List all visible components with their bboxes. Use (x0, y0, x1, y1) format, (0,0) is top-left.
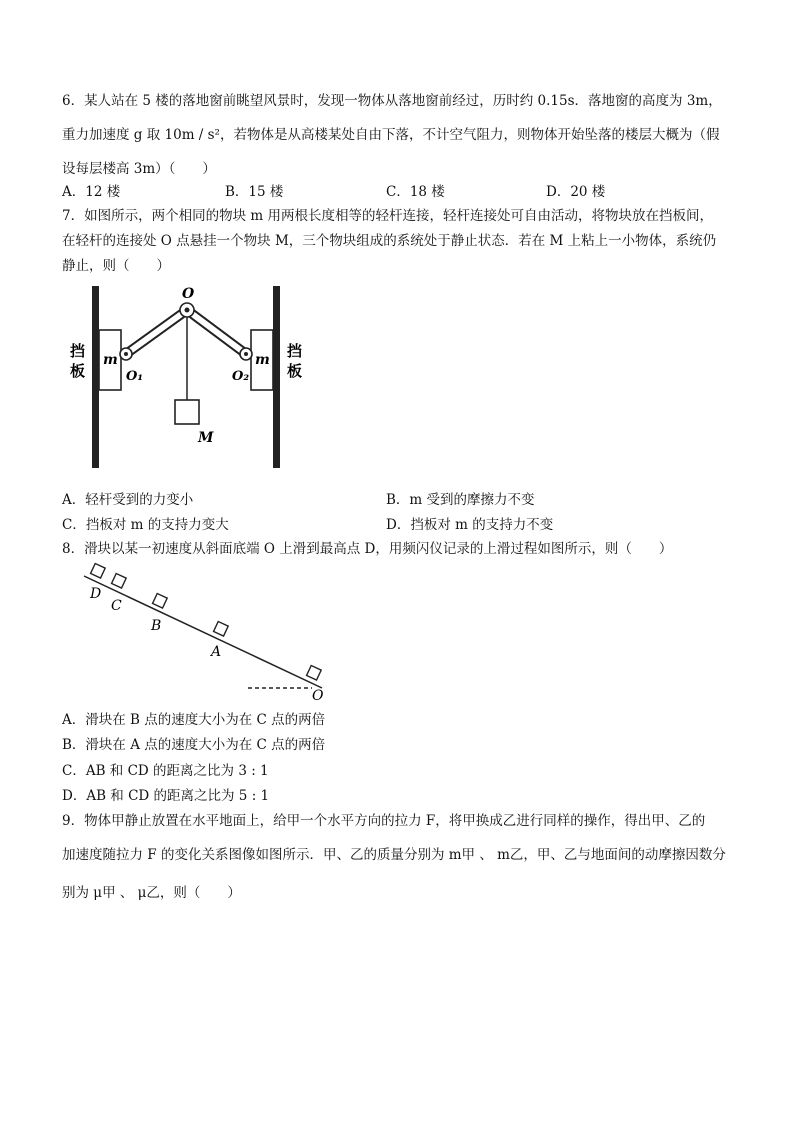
label-d: D (90, 586, 102, 602)
label-o1: O₁ (126, 369, 144, 384)
q7-option-c: C．挡板对 m 的支持力变大 (62, 517, 229, 533)
block-c (112, 573, 127, 588)
label-b: B (151, 618, 162, 634)
q8-figure (60, 562, 340, 702)
q9-line-3: 别为 μ甲 、 μ乙，则（ ） (62, 885, 241, 901)
q6-option-d: D．20 楼 (546, 184, 606, 200)
q8-option-a: A．滑块在 B 点的速度大小为在 C 点的两倍 (62, 712, 326, 728)
label-a: A (211, 644, 222, 660)
label-o2: O₂ (232, 369, 250, 384)
q7-line-1: 7．如图所示，两个相同的物块 m 用两根长度相等的轻杆连接，轻杆连接处可自由活动，将物块放在挡板间， (62, 208, 713, 224)
q6-option-c: C．18 楼 (386, 184, 445, 200)
q7-option-a: A．轻杆受到的力变小 (62, 492, 194, 508)
right-block-label: m (255, 352, 270, 368)
q8-option-c: C．AB 和 CD 的距离之比为 3 : 1 (62, 763, 269, 779)
q9-line-1: 9．物体甲静止放置在水平地面上，给甲一个水平方向的拉力 F，将甲换成乙进行同样的操作，得出甲、乙的 (62, 813, 706, 829)
label-m-hanging: M (198, 430, 214, 446)
q9-line-2: 加速度随拉力 F 的变化关系图像如图所示．甲、乙的质量分别为 m甲 、 m乙，甲、乙与地面间的动摩擦因数分 (62, 847, 726, 863)
q8-option-d: D．AB 和 CD 的距离之比为 5 : 1 (62, 788, 270, 804)
block-o (307, 665, 322, 680)
pivot-o-dot (185, 308, 190, 313)
left-wall-label-1: 挡 (70, 342, 86, 360)
q7-option-b: B．m 受到的摩擦力不变 (386, 492, 535, 508)
right-rod-inner (187, 310, 246, 354)
q7-figure (60, 282, 320, 472)
block-a (214, 621, 229, 636)
block-d (91, 563, 106, 578)
pivot-o1-dot (124, 352, 128, 356)
right-wall-label-2: 板 (287, 362, 303, 380)
left-block-label: m (103, 352, 118, 368)
label-o-bottom: O (312, 688, 324, 704)
q6-line-1: 6．某人站在 5 楼的落地窗前眺望风景时，发现一物体从落地窗前经过，历时约 0.15s．落地窗的高度为 3m， (62, 93, 722, 109)
label-c: C (111, 598, 122, 614)
right-wall-label-1: 挡 (287, 342, 303, 360)
q7-line-2: 在轻杆的连接处 O 点悬挂一个物块 M，三个物块组成的系统处于静止状态．若在 M 上粘上一小物体，系统仍 (62, 233, 717, 249)
label-o: O (182, 286, 195, 302)
incline-line (84, 576, 322, 688)
left-rod-inner (126, 310, 187, 354)
q6-line-2: 重力加速度 g 取 10m / s²，若物体是从高楼某处自由下落，不计空气阻力，则物体开始坠落的楼层大概为（假 (62, 127, 720, 143)
left-wall-label-2: 板 (70, 362, 86, 380)
block-b (153, 593, 168, 608)
left-wall (92, 286, 99, 468)
pivot-o2-dot (244, 352, 248, 356)
q6-line-3: 设每层楼高 3m）（ ） (62, 161, 216, 177)
q7-line-3: 静止，则（ ） (62, 258, 170, 274)
q6-option-b: B．15 楼 (225, 184, 284, 200)
q7-option-d: D．挡板对 m 的支持力不变 (386, 517, 554, 533)
q6-option-a: A．12 楼 (62, 184, 121, 200)
q8-line-1: 8．滑块以某一初速度从斜面底端 O 上滑到最高点 D，用频闪仪记录的上滑过程如图所示，则（ ） (62, 541, 673, 557)
right-wall (273, 286, 280, 468)
q8-option-b: B．滑块在 A 点的速度大小为在 C 点的两倍 (62, 737, 326, 753)
hanging-mass (175, 400, 199, 424)
